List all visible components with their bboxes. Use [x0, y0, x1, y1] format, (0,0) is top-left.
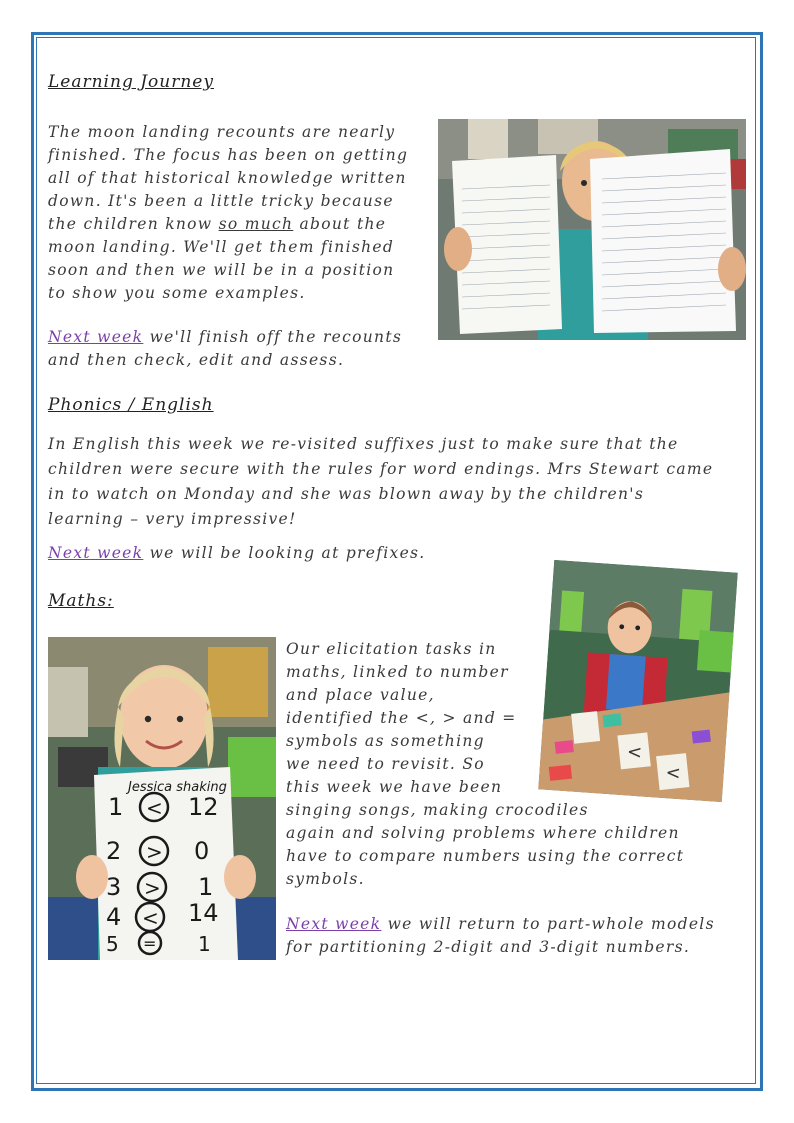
- text-line: Our elicitation tasks in: [286, 640, 497, 658]
- next-week-link[interactable]: Next week: [286, 915, 382, 933]
- text-line: [286, 913, 746, 936]
- text-line: down. It's been a little tricky because: [48, 192, 394, 210]
- text-line: [48, 213, 433, 236]
- text-line: moon landing. We'll get them finished: [48, 238, 395, 256]
- text-line: symbols as something: [286, 732, 485, 750]
- whiteboard-number: 4: [106, 903, 122, 931]
- next-week-link[interactable]: Next week: [48, 544, 144, 562]
- whiteboard-symbol: <: [142, 906, 159, 930]
- text-line: In English this week we re-visited suffixes just to make sure that the: [48, 435, 679, 453]
- phonics-paragraph: [48, 432, 748, 532]
- text-fragment: the children know: [48, 215, 219, 233]
- text-line: and then check, edit and assess.: [48, 351, 345, 369]
- phonics-next-week: [48, 542, 548, 565]
- card-symbol: <: [664, 762, 682, 785]
- text-line: this week we have been: [286, 778, 503, 796]
- text-line: children were secure with the rules for word endings. Mrs Stewart came: [48, 460, 714, 478]
- maths-heading: Maths:: [48, 591, 114, 611]
- whiteboard-symbol: <: [146, 796, 163, 820]
- text-line: and place value,: [286, 686, 435, 704]
- text-line: have to compare numbers using the correct: [286, 847, 685, 865]
- maths-next-week: [286, 913, 746, 959]
- whiteboard-symbol: >: [146, 840, 163, 864]
- text-line: in to watch on Monday and she was blown away by the children's: [48, 485, 645, 503]
- text-line: we need to revisit. So: [286, 755, 485, 773]
- text-fragment: we'll finish off the recounts: [143, 328, 403, 346]
- card-symbol: <: [626, 741, 643, 764]
- whiteboard-number: 3: [106, 873, 122, 901]
- learning-next-week: [48, 326, 433, 372]
- whiteboard-value: 0: [194, 837, 210, 865]
- text-line: identified the <, > and =: [286, 709, 517, 727]
- text-line: finished. The focus has been on getting: [48, 146, 409, 164]
- learning-journey-paragraph: [48, 121, 433, 305]
- next-week-link[interactable]: Next week: [48, 328, 144, 346]
- text-fragment: we will be looking at prefixes.: [143, 544, 426, 562]
- whiteboard-value: 12: [188, 793, 219, 821]
- whiteboard-name: Jessica shaking: [128, 780, 227, 795]
- text-line: [48, 326, 433, 349]
- whiteboard-value: 1: [198, 932, 211, 956]
- text-line: learning – very impressive!: [48, 510, 297, 528]
- whiteboard-number: 2: [106, 837, 122, 865]
- whiteboard-number: 5: [106, 932, 119, 956]
- text-line: singing songs, making crocodiles: [286, 801, 589, 819]
- whiteboard-symbol: >: [144, 876, 161, 900]
- learning-journey-heading: Learning Journey: [48, 72, 214, 92]
- whiteboard-value: 1: [198, 873, 214, 901]
- whiteboard-value: 14: [188, 899, 219, 927]
- underlined-text: so much: [218, 215, 294, 233]
- text-line: again and solving problems where children: [286, 824, 680, 842]
- text-line: [48, 542, 548, 565]
- whiteboard-number: 1: [108, 793, 124, 821]
- text-line: for partitioning 2-digit and 3-digit numbers.: [286, 938, 691, 956]
- text-line: maths, linked to number: [286, 663, 509, 681]
- photo-boy-with-recounts: [438, 119, 746, 340]
- whiteboard-symbol: =: [143, 934, 157, 953]
- text-line: to show you some examples.: [48, 284, 306, 302]
- text-fragment: about the: [293, 215, 387, 233]
- phonics-english-heading: Phonics / English: [48, 395, 214, 415]
- text-line: all of that historical knowledge written: [48, 169, 407, 187]
- text-line: symbols.: [286, 870, 365, 888]
- text-line: soon and then we will be in a position: [48, 261, 395, 279]
- text-line: The moon landing recounts are nearly: [48, 123, 396, 141]
- maths-paragraph: [286, 638, 746, 891]
- photo-girl-with-whiteboard: [48, 637, 276, 960]
- text-fragment: we will return to part-whole models: [381, 915, 715, 933]
